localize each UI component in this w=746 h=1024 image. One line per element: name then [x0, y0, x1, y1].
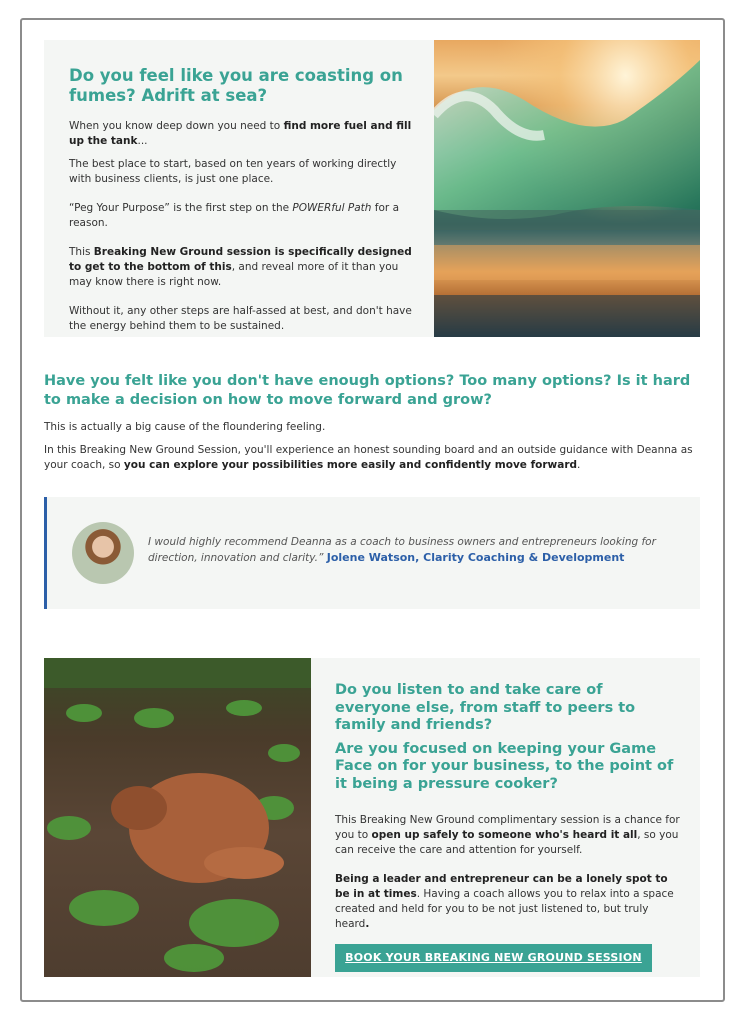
fumes-heading: Do you feel like you are coasting on fumes? Adrift at sea?	[69, 66, 403, 105]
care-heading-2: Are you focused on keeping your Game Face on for your business, to the point of it being a pressure cooker?	[335, 740, 674, 792]
fumes-section	[44, 40, 700, 337]
fumes-paragraph-2: The best place to start, based on ten years of working directly with business clients, is just one place.	[69, 158, 397, 185]
care-paragraph-1: This Breaking New Ground complimentary session is a chance for you to open up safely to someone who's heard it all, so you can receive the care and attention for yourself.	[335, 814, 680, 856]
ocean-wave-illustration	[434, 40, 700, 337]
fumes-paragraph-5: Without it, any other steps are half-assed at best, and don't have the energy behind them to be sustained.	[69, 305, 412, 332]
options-paragraph-2: In this Breaking New Ground Session, you'll experience an honest sounding board and an outside guidance with Deanna as your coach, so you can explore your possibilities more easily and confidently move forward.	[44, 444, 693, 471]
care-section	[44, 658, 700, 977]
options-paragraph-1: This is actually a big cause of the floundering feeling.	[44, 421, 326, 433]
fumes-paragraph-1: When you know deep down you need to find more fuel and fill up the tank...	[69, 120, 412, 147]
care-text-block	[335, 682, 680, 972]
page-frame	[20, 18, 725, 1002]
testimonial-quote: I would highly recommend Deanna as a coach to business owners and entrepreneurs looking for direction, innovation and clarity.” Jolene Watson, Clarity Coaching & Development	[148, 536, 656, 564]
testimonial-author: Jolene Watson, Clarity Coaching & Development	[326, 551, 625, 564]
care-paragraph-2: Being a leader and entrepreneur can be a lonely spot to be in at times. Having a coach allows you to relax into a space created and held for you to be not just listened to, but truly heard.	[335, 873, 674, 930]
testimonial-card	[44, 497, 700, 609]
fumes-text-block	[69, 66, 414, 334]
options-heading: Have you felt like you don't have enough options? Too many options? Is it hard to make a decision on how to move forward and grow?	[44, 373, 691, 408]
dog-in-garden-illustration	[44, 658, 311, 977]
book-session-button[interactable]: BOOK YOUR BREAKING NEW GROUND SESSION	[335, 944, 652, 972]
avatar	[72, 522, 134, 584]
fumes-paragraph-3: “Peg Your Purpose” is the first step on the POWERful Path for a reason.	[69, 202, 400, 229]
care-heading-1: Do you listen to and take care of everyone else, from staff to peers to family and friends?	[335, 682, 636, 733]
fumes-paragraph-4: This Breaking New Ground session is specifically designed to get to the bottom of this, and reveal more of it than you may know there is right now.	[69, 246, 412, 288]
dog-garden-image	[44, 658, 311, 977]
options-section	[44, 372, 704, 473]
ocean-wave-image	[434, 40, 700, 337]
